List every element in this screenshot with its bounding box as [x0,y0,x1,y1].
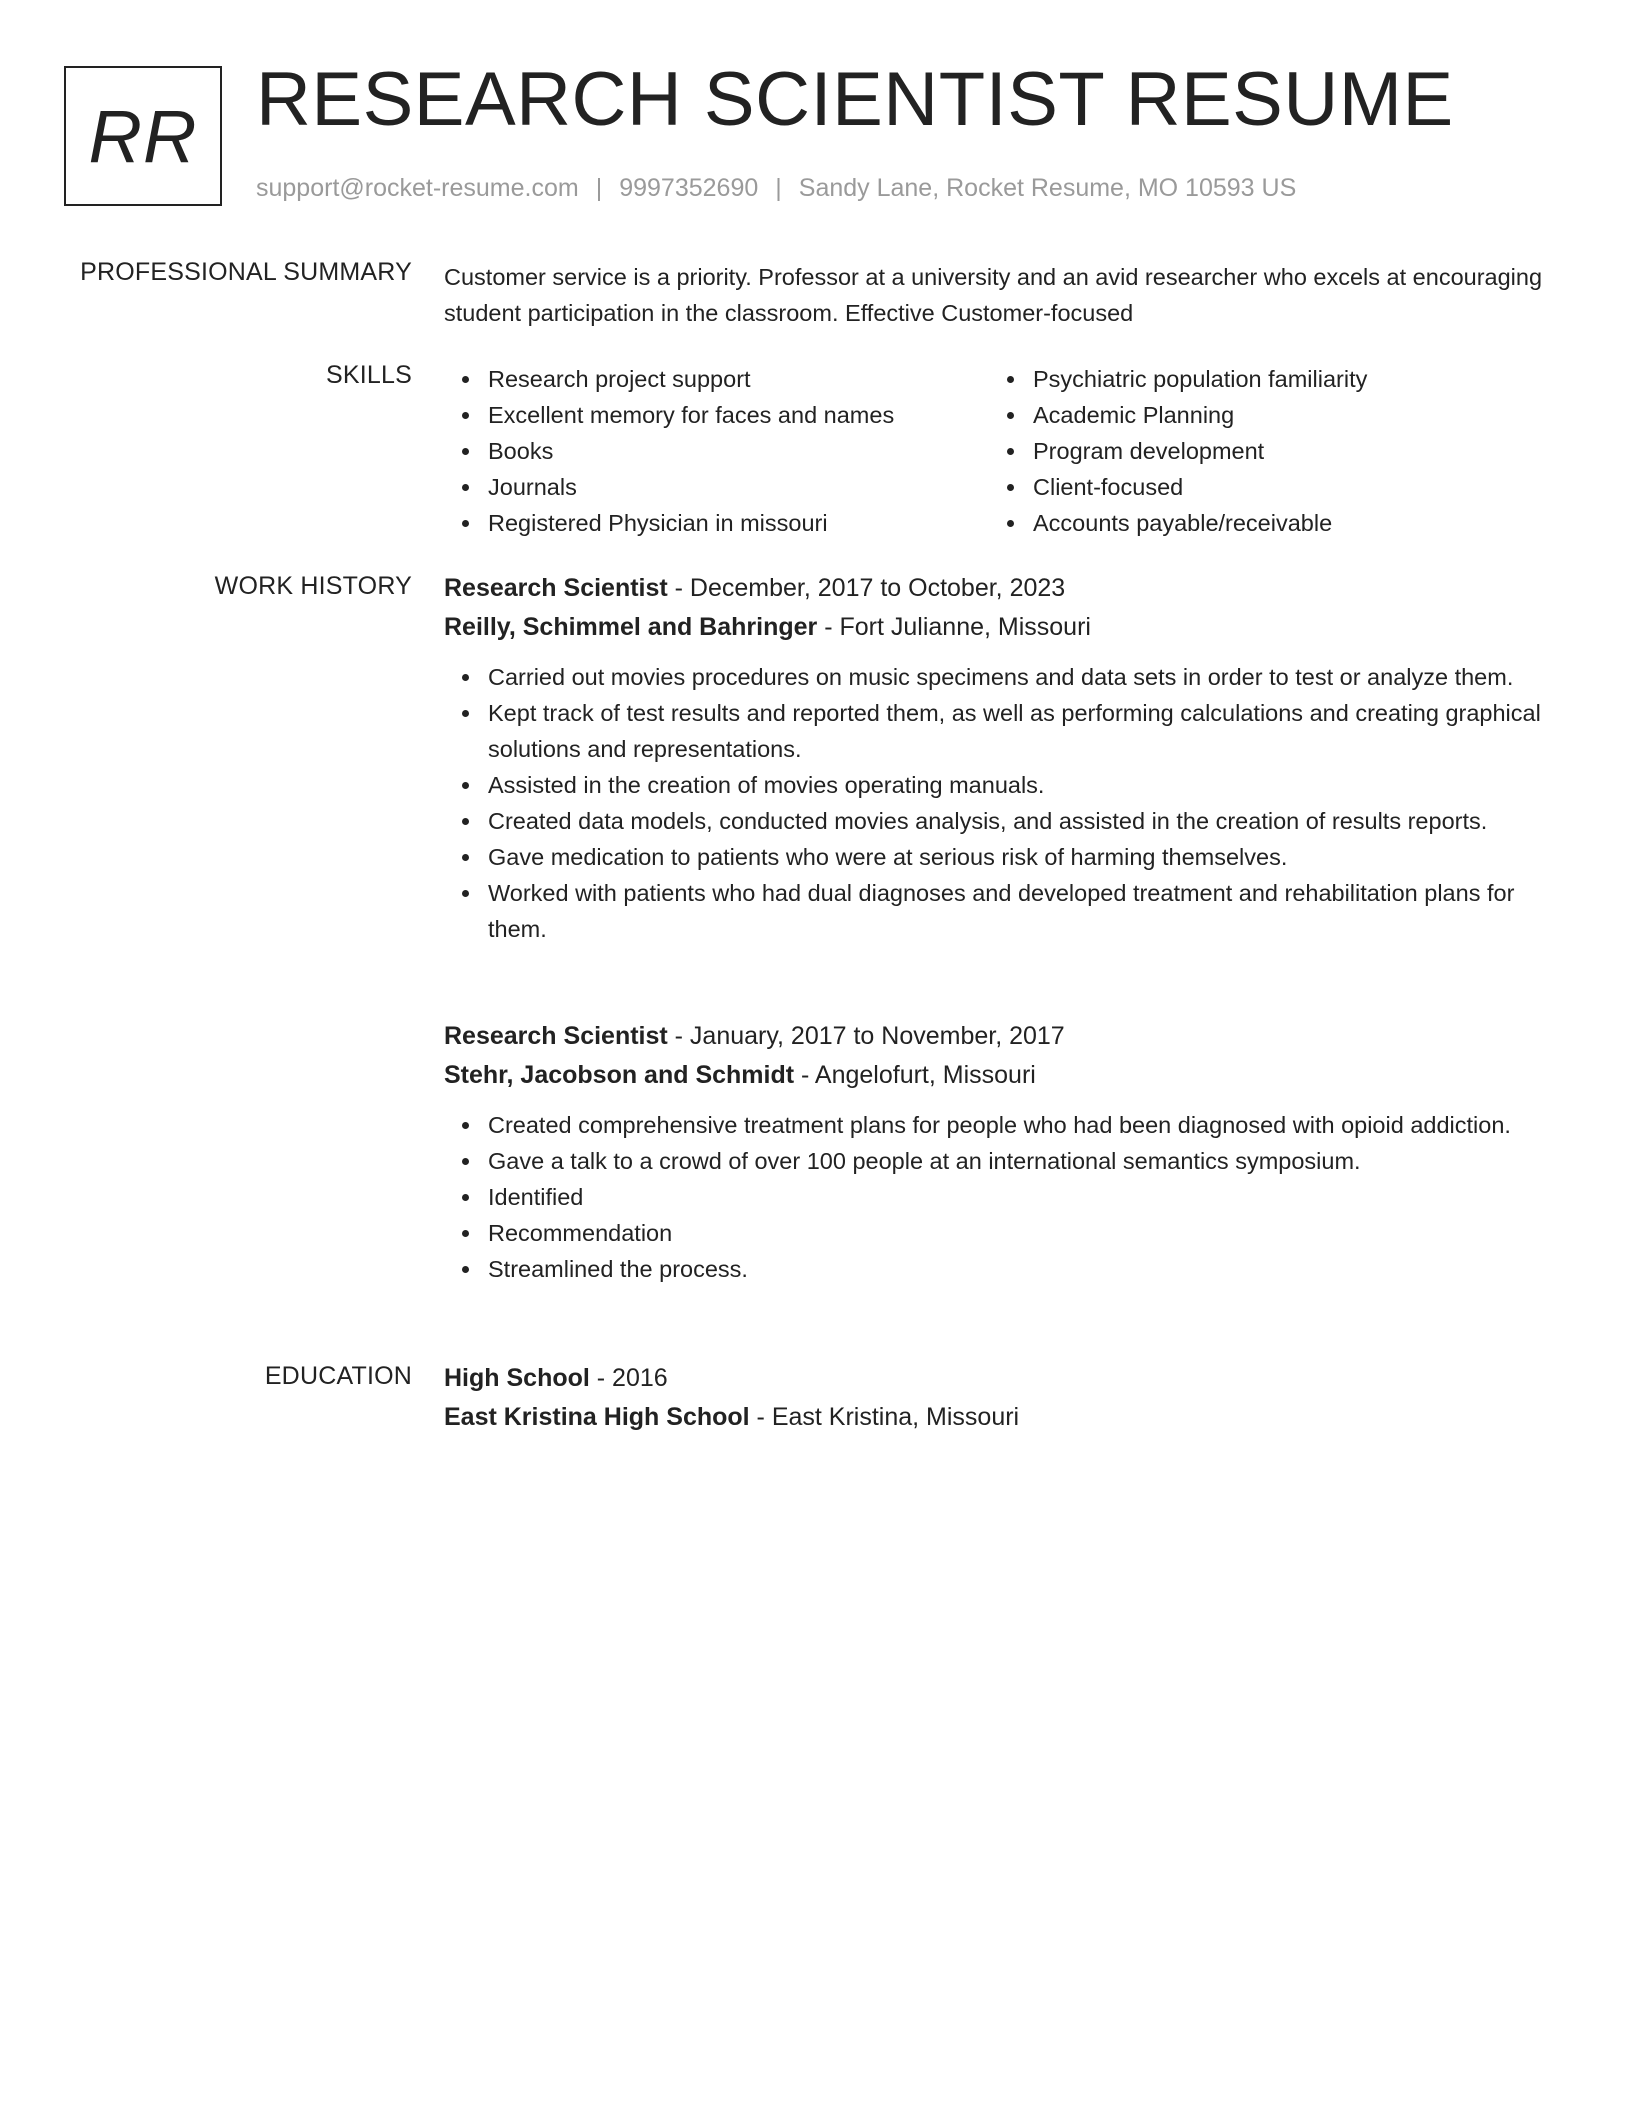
job-bullet: Created comprehensive treatment plans for people who had been diagnosed with opioid addiction. [488,1107,1544,1143]
education-heading: EDUCATION [264,1362,412,1390]
page-title: RESEARCH SCIENTIST RESUME [256,57,1454,142]
education-body [444,1359,1544,1437]
skills-body [444,361,1544,541]
skill-item: Books [488,433,989,469]
job-company-line [444,608,1544,647]
skill-item: Research project support [488,361,989,397]
job-title-line [444,569,1544,608]
education-school-line [444,1398,1544,1437]
skills-column-right [989,361,1534,541]
skills-list-right [989,361,1534,541]
skill-item: Psychiatric population familiarity [1033,361,1534,397]
contact-separator: | [775,174,782,202]
job-title-line [444,1017,1544,1056]
skill-item: Registered Physician in missouri [488,505,989,541]
skill-item: Program development [1033,433,1534,469]
job-title: Research Scientist [444,1022,668,1050]
contact-line [256,174,1296,203]
skill-item: Journals [488,469,989,505]
job-bullet: Recommendation [488,1215,1544,1251]
job-title: Research Scientist [444,574,668,602]
education-school: East Kristina High School [444,1403,750,1431]
skill-item: Client-focused [1033,469,1534,505]
job-company: Stehr, Jacobson and Schmidt [444,1061,795,1089]
job-entry [444,1017,1544,1287]
summary-heading: PROFESSIONAL SUMMARY [80,258,412,286]
skill-item: Accounts payable/receivable [1033,505,1534,541]
job-dates: - January, 2017 to November, 2017 [667,1022,1065,1050]
skills-heading: SKILLS [326,361,412,389]
skill-item: Academic Planning [1033,397,1534,433]
job-entry [444,569,1544,947]
job-location: - Angelofurt, Missouri [794,1061,1036,1089]
skills-grid [444,361,1544,541]
summary-text: Customer service is a priority. Professor at a university and an avid researcher who excels at encouraging student participation in the classroom. Effective Customer-focused [444,264,1543,326]
education-year: - 2016 [589,1364,668,1392]
education-degree-line [444,1359,1544,1398]
job-bullet: Assisted in the creation of movies operating manuals. [488,767,1544,803]
job-bullet: Carried out movies procedures on music specimens and data sets in order to test or analyze them. [488,659,1544,695]
contact-phone[interactable]: 9997352690 [619,174,759,202]
contact-separator: | [595,174,603,202]
work-history-heading: WORK HISTORY [214,572,412,600]
job-bullet: Created data models, conducted movies analysis, and assisted in the creation of results reports. [488,803,1544,839]
skills-list-left [444,361,989,541]
skill-item: Excellent memory for faces and names [488,397,989,433]
job-bullet: Gave a talk to a crowd of over 100 people at an international semantics symposium. [488,1143,1544,1179]
skills-column-left [444,361,989,541]
job-bullet: Kept track of test results and reported them, as well as performing calculations and creating graphical solutions and representations. [488,695,1544,767]
job-bullet: Gave medication to patients who were at serious risk of harming themselves. [488,839,1544,875]
summary-body [444,259,1544,331]
job-company-line [444,1056,1544,1095]
job-bullets [444,659,1544,947]
job-dates: - December, 2017 to October, 2023 [667,574,1066,602]
education-location: - East Kristina, Missouri [749,1403,1020,1431]
job-company: Reilly, Schimmel and Bahringer [444,613,818,641]
monogram-logo: RR [64,66,222,206]
job-bullet: Worked with patients who had dual diagnoses and developed treatment and rehabilitation plans for them. [488,875,1544,947]
job-location: - Fort Julianne, Missouri [817,613,1091,641]
contact-address: Sandy Lane, Rocket Resume, MO 10593 US [798,174,1297,202]
education-degree: High School [444,1364,590,1392]
job-bullets [444,1107,1544,1287]
job-bullet: Streamlined the process. [488,1251,1544,1287]
job-bullet: Identified [488,1179,1544,1215]
contact-email[interactable]: support@rocket-resume.com [256,174,579,202]
